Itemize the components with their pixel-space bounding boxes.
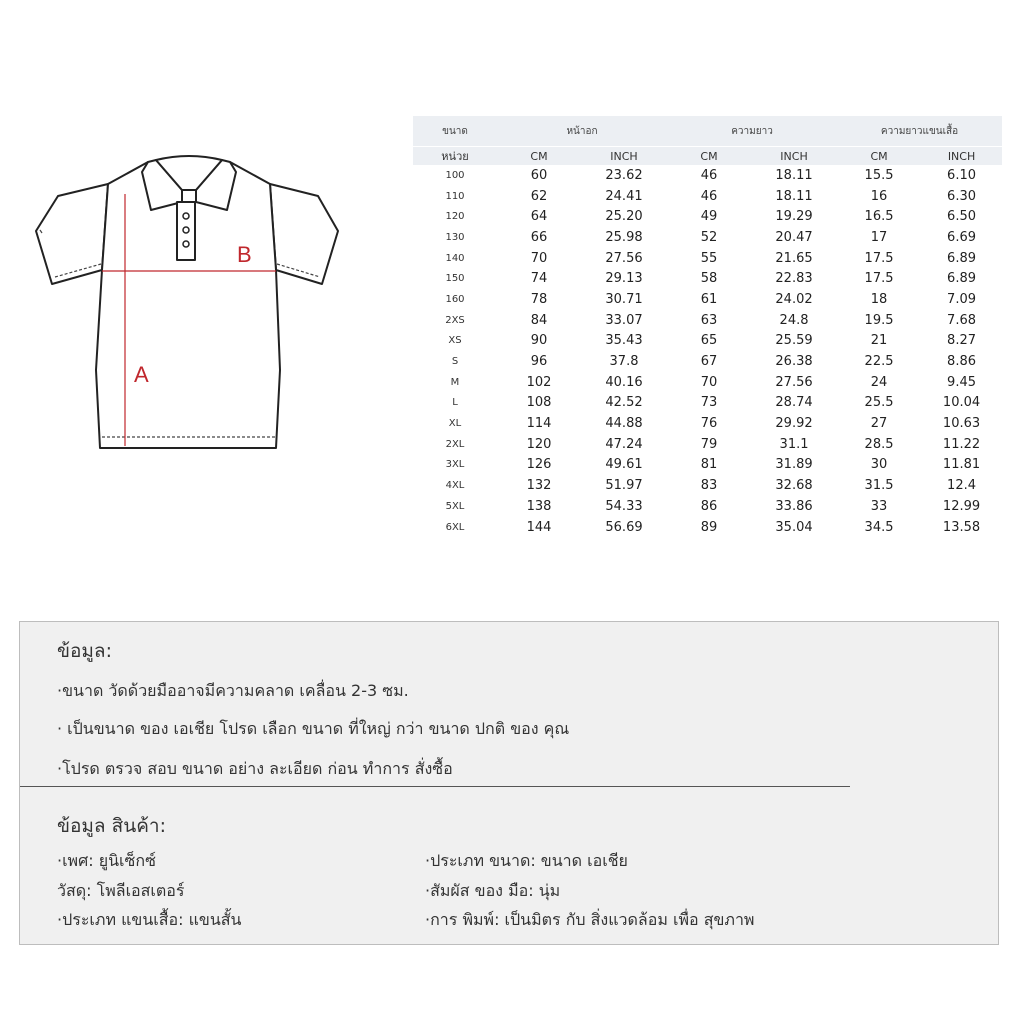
value-cell: 37.8: [609, 354, 639, 370]
spec-sleeve-type: ·ประเภท แขนเสื้อ: แขนสั้น: [57, 910, 242, 929]
value-cell: 7.09: [947, 291, 976, 307]
table-row: [413, 268, 1002, 289]
value-cell: 6.50: [947, 209, 976, 225]
value-cell: 11.81: [942, 457, 981, 473]
size-cell: 120: [445, 211, 465, 223]
unit-chest-cm: CM: [497, 147, 581, 166]
size-table: [413, 116, 1002, 537]
value-cell: 11.22: [942, 436, 981, 452]
table-header-row: [413, 116, 1002, 147]
left-sleeve: [36, 184, 108, 284]
value-cell: 17.5: [864, 250, 894, 266]
spec-size-type: ·ประเภท ขนาด: ขนาด เอเชีย: [425, 851, 628, 870]
value-cell: 84: [530, 312, 548, 328]
value-cell: 42.52: [605, 395, 643, 411]
value-cell: 24.41: [605, 188, 643, 204]
value-cell: 16: [870, 188, 888, 204]
header-length: ความยาว: [667, 116, 837, 147]
value-cell: 6.69: [947, 229, 976, 245]
size-cell: M: [450, 376, 460, 388]
value-cell: 44.88: [605, 416, 643, 432]
size-cell: XS: [448, 335, 462, 347]
unit-chest-inch: INCH: [581, 147, 667, 166]
value-cell: 9.45: [947, 374, 976, 390]
value-cell: 24.02: [775, 291, 813, 307]
table-row: [413, 310, 1002, 331]
value-cell: 27: [870, 416, 888, 432]
value-cell: 90: [530, 333, 548, 349]
value-cell: 23.62: [605, 167, 643, 183]
value-cell: 60: [530, 167, 548, 183]
value-cell: 6.89: [947, 271, 976, 287]
value-cell: 6.89: [947, 250, 976, 266]
table-row: [413, 496, 1002, 517]
value-cell: 108: [526, 395, 552, 411]
size-cell: 6XL: [445, 521, 465, 533]
value-cell: 83: [700, 478, 718, 494]
table-row: [413, 227, 1002, 248]
value-cell: 25.98: [605, 229, 643, 245]
table-row: [413, 186, 1002, 207]
unit-sleeve-cm: CM: [837, 147, 921, 166]
value-cell: 61: [700, 291, 718, 307]
value-cell: 19.29: [775, 209, 813, 225]
size-cell: 110: [445, 190, 465, 202]
table-row: [413, 351, 1002, 372]
value-cell: 12.99: [942, 498, 981, 514]
value-cell: 31.89: [775, 457, 813, 473]
table-row: [413, 455, 1002, 476]
value-cell: 12.4: [947, 478, 976, 494]
unit-label: หน่วย: [413, 147, 497, 166]
table-row: [413, 517, 1002, 538]
value-cell: 6.30: [947, 188, 976, 204]
info-line-3: ·โปรด ตรวจ สอบ ขนาด อย่าง ละเอียด ก่อน ทำการ สั่งซื้อ: [57, 759, 453, 778]
value-cell: 62: [530, 188, 548, 204]
size-cell: 3XL: [445, 459, 465, 471]
size-cell: 130: [445, 231, 465, 243]
value-cell: 78: [530, 291, 548, 307]
value-cell: 64: [530, 209, 548, 225]
value-cell: 132: [526, 478, 552, 494]
value-cell: 46: [700, 167, 718, 183]
table-row: [413, 289, 1002, 310]
size-cell: 160: [445, 293, 465, 305]
size-cell: 2XL: [445, 438, 465, 450]
spec-hand-feel: ·สัมผัส ของ มือ: นุ่ม: [425, 881, 561, 900]
size-cell: 100: [445, 169, 465, 181]
value-cell: 35.43: [605, 333, 643, 349]
value-cell: 8.27: [947, 333, 976, 349]
value-cell: 21: [870, 333, 888, 349]
value-cell: 79: [700, 436, 718, 452]
value-cell: 27.56: [605, 250, 643, 266]
value-cell: 29.13: [605, 271, 643, 287]
value-cell: 70: [700, 374, 718, 390]
value-cell: 49.61: [605, 457, 643, 473]
table-row: [413, 206, 1002, 227]
value-cell: 49: [700, 209, 718, 225]
value-cell: 31.1: [779, 436, 809, 452]
info-line-1: ·ขนาด วัดด้วยมืออาจมีความคลาด เคลื่อน 2-3 ซม.: [57, 681, 409, 700]
spec-printing: ·การ พิมพ์: เป็นมิตร กับ สิ่งแวดล้อม เพื่อ สุขภาพ: [425, 910, 755, 929]
button-3: [183, 241, 189, 247]
value-cell: 22.83: [775, 271, 813, 287]
table-row: [413, 331, 1002, 352]
value-cell: 114: [526, 416, 552, 432]
value-cell: 76: [700, 416, 718, 432]
value-cell: 31.5: [864, 478, 894, 494]
value-cell: 89: [700, 519, 718, 535]
value-cell: 25.5: [864, 395, 894, 411]
size-cell: 2XS: [445, 314, 465, 326]
value-cell: 10.04: [942, 395, 981, 411]
table-row: [413, 372, 1002, 393]
spec-gender: ·เพศ: ยูนิเซ็กซ์: [57, 851, 156, 870]
value-cell: 138: [526, 498, 552, 514]
value-cell: 33.07: [605, 312, 643, 328]
spec-material: วัสดุ: โพลีเอสเตอร์: [57, 881, 185, 900]
size-cell: 4XL: [445, 480, 465, 492]
size-cell: L: [452, 397, 458, 409]
value-cell: 55: [700, 250, 718, 266]
value-cell: 52: [700, 229, 718, 245]
value-cell: 30: [870, 457, 888, 473]
unit-length-cm: CM: [667, 147, 751, 166]
value-cell: 34.5: [864, 519, 894, 535]
table-row: [413, 475, 1002, 496]
header-chest: หน้าอก: [497, 116, 667, 147]
value-cell: 24: [870, 374, 888, 390]
table-row: [413, 413, 1002, 434]
value-cell: 54.33: [605, 498, 643, 514]
unit-length-inch: INCH: [751, 147, 837, 166]
unit-sleeve-inch: INCH: [921, 147, 1002, 166]
value-cell: 102: [526, 374, 552, 390]
size-cell: 5XL: [445, 500, 465, 512]
value-cell: 126: [526, 457, 552, 473]
value-cell: 27.56: [775, 374, 813, 390]
size-cell: 140: [445, 252, 465, 264]
button-2: [183, 227, 189, 233]
value-cell: 86: [700, 498, 718, 514]
table-row: [413, 165, 1002, 186]
value-cell: 35.04: [775, 519, 813, 535]
value-cell: 96: [530, 354, 548, 370]
value-cell: 7.68: [947, 312, 976, 328]
value-cell: 16.5: [864, 209, 894, 225]
value-cell: 30.71: [605, 291, 643, 307]
value-cell: 18: [870, 291, 888, 307]
value-cell: 20.47: [775, 229, 813, 245]
value-cell: 65: [700, 333, 718, 349]
value-cell: 63: [700, 312, 718, 328]
info-title: ข้อมูล:: [57, 640, 112, 662]
label-a: A: [134, 362, 149, 387]
value-cell: 25.59: [775, 333, 813, 349]
right-sleeve: [270, 184, 338, 284]
size-cell: S: [451, 356, 459, 368]
value-cell: 51.97: [605, 478, 643, 494]
table-row: [413, 248, 1002, 269]
header-sleeve: ความยาวแขนเสื้อ: [837, 116, 1002, 147]
value-cell: 8.86: [947, 354, 976, 370]
value-cell: 22.5: [864, 354, 894, 370]
label-b: B: [237, 242, 252, 267]
size-cell: 150: [445, 273, 465, 285]
info-box: [19, 621, 999, 945]
value-cell: 17: [870, 229, 888, 245]
value-cell: 6.10: [947, 167, 976, 183]
value-cell: 144: [526, 519, 552, 535]
value-cell: 120: [526, 436, 552, 452]
shirt-diagram: [30, 150, 350, 460]
value-cell: 81: [700, 457, 718, 473]
value-cell: 47.24: [605, 436, 643, 452]
value-cell: 10.63: [942, 416, 981, 432]
value-cell: 18.11: [775, 167, 813, 183]
table-row: [413, 393, 1002, 414]
value-cell: 28.5: [864, 436, 894, 452]
value-cell: 33.86: [775, 498, 813, 514]
value-cell: 17.5: [864, 271, 894, 287]
value-cell: 74: [530, 271, 548, 287]
product-title: ข้อมูล สินค้า:: [57, 815, 166, 837]
value-cell: 25.20: [605, 209, 643, 225]
value-cell: 66: [530, 229, 548, 245]
value-cell: 46: [700, 188, 718, 204]
table-units-row: [413, 147, 1002, 166]
info-line-2: · เป็นขนาด ของ เอเชีย โปรด เลือก ขนาด ที่ใหญ่ กว่า ขนาด ปกติ ของ คุณ: [57, 719, 570, 738]
header-size: ขนาด: [413, 116, 497, 147]
value-cell: 40.16: [605, 374, 643, 390]
value-cell: 58: [700, 271, 718, 287]
value-cell: 56.69: [605, 519, 643, 535]
value-cell: 32.68: [775, 478, 813, 494]
value-cell: 18.11: [775, 188, 813, 204]
value-cell: 26.38: [775, 354, 813, 370]
value-cell: 73: [700, 395, 718, 411]
value-cell: 67: [700, 354, 718, 370]
value-cell: 19.5: [864, 312, 894, 328]
value-cell: 33: [870, 498, 888, 514]
section-divider: [20, 786, 850, 787]
value-cell: 29.92: [775, 416, 813, 432]
value-cell: 21.65: [775, 250, 813, 266]
value-cell: 13.58: [942, 519, 981, 535]
size-cell: XL: [448, 418, 462, 430]
value-cell: 70: [530, 250, 548, 266]
value-cell: 15.5: [864, 167, 894, 183]
table-row: [413, 434, 1002, 455]
button-1: [183, 213, 189, 219]
value-cell: 24.8: [779, 312, 809, 328]
value-cell: 28.74: [775, 395, 813, 411]
